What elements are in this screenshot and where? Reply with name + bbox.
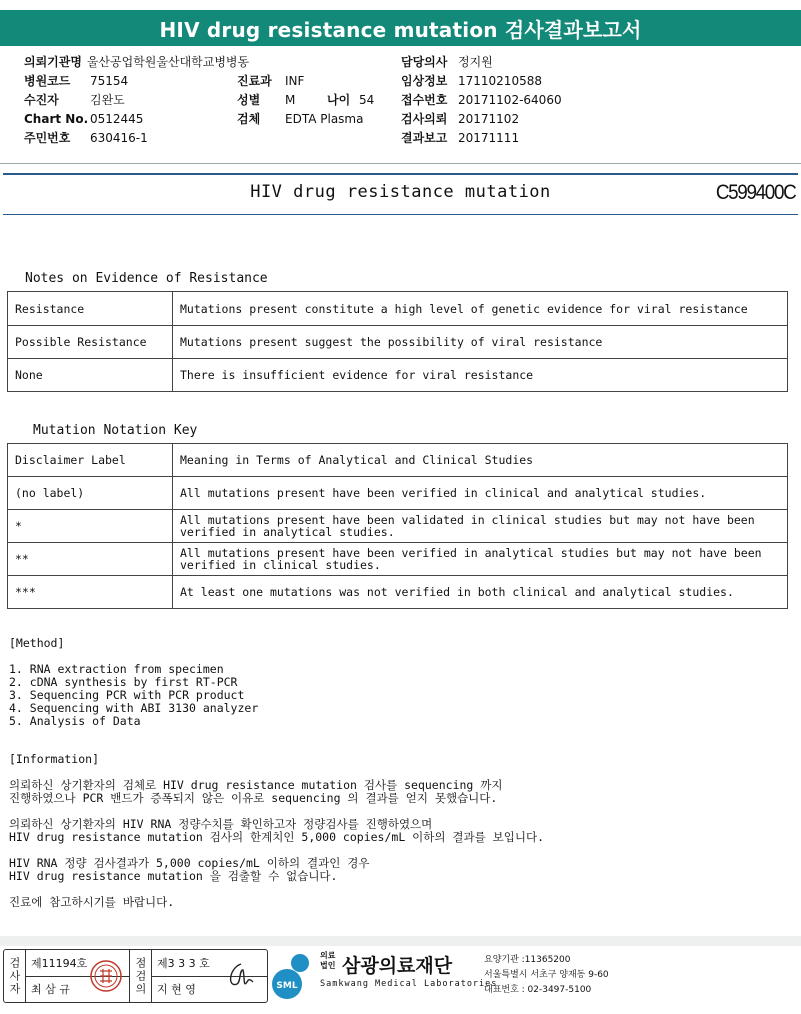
department-value: INF: [285, 74, 305, 88]
table-row: [8, 359, 788, 392]
lab-corp-label: 의료 법인: [320, 951, 336, 970]
requesting-org-value: 울산공업학원울산대학교병병동: [86, 55, 250, 69]
age-value: 54: [359, 93, 375, 107]
method-item: 1. RNA extraction from specimen: [9, 662, 224, 676]
table-row: [8, 326, 788, 359]
information-line: HIV drug resistance mutation 을 검출할 수 없습니다.: [9, 869, 338, 883]
information-title: [Information]: [9, 752, 100, 766]
information-line: 진료에 참고하시기를 바랍니다.: [9, 895, 175, 909]
reception-no-value: 20171102-64060: [458, 93, 562, 107]
examiner-label-text: 검사자: [8, 956, 21, 996]
title-rule-top: [3, 173, 798, 175]
sex-label: 성별: [237, 93, 261, 107]
patient-name-value: 김완도: [90, 93, 125, 107]
inspector-cell: [152, 950, 267, 1002]
table-row: [8, 576, 788, 609]
information-line: HIV RNA 정량 검사결과가 5,000 copies/mL 이하의 결과인 경우: [9, 856, 370, 870]
resident-no-value: 630416-1: [90, 131, 148, 145]
key-table: [7, 443, 788, 609]
inspector-name: 지 현 영: [157, 983, 196, 997]
table-row: [8, 543, 788, 576]
table-row: [8, 444, 788, 477]
lab-code: 요양기관 :11365200: [484, 955, 571, 965]
doctor-label: 담당의사: [401, 55, 448, 69]
signature-box: [3, 949, 268, 1003]
method-item: 5. Analysis of Data: [9, 714, 141, 728]
hospital-code-value: 75154: [90, 74, 129, 88]
report-date-label: 결과보고: [401, 131, 448, 145]
notes-section-title: Notes on Evidence of Resistance: [25, 271, 268, 286]
inspector-label: [130, 950, 152, 1002]
report-header-title: HIV drug resistance mutation 검사결과보고서: [159, 17, 642, 42]
table-row: [8, 292, 788, 326]
report-header-bar: [0, 10, 801, 46]
examiner-name: 최 삼 규: [31, 983, 70, 997]
clinical-info-value: 17110210588: [458, 74, 542, 88]
lab-name: 삼광의료재단: [342, 955, 453, 977]
method-item: 2. cDNA synthesis by first RT-PCR: [9, 675, 238, 689]
method-item: 4. Sequencing with ABI 3130 analyzer: [9, 701, 259, 715]
request-date-value: 20171102: [458, 112, 520, 126]
resident-no-label: 주민번호: [24, 131, 71, 145]
information-line: 진행하였으나 PCR 밴드가 증폭되지 않은 이유로 sequencing 의 결과를 얻지 못했습니다.: [9, 791, 498, 805]
key-desc-cell: All mutations present have been validated in clinical studies but may not have been verified in analytical studies.: [173, 510, 788, 543]
notes-label-cell: None: [8, 359, 173, 392]
report-title: HIV drug resistance mutation: [250, 182, 551, 202]
report-code: C599400C: [715, 181, 795, 204]
sml-logo-icon: [270, 951, 316, 1001]
doctor-value: 정지원: [458, 55, 493, 69]
table-row: [8, 510, 788, 543]
information-line: HIV drug resistance mutation 검사의 한계치인 5,000 copies/mL 이하의 결과를 보입니다.: [9, 830, 545, 844]
key-label-cell: Disclaimer Label: [8, 444, 173, 477]
method-item: 3. Sequencing PCR with PCR product: [9, 688, 245, 702]
examiner-cell: [26, 950, 130, 1002]
chart-no-value: 0512445: [90, 112, 144, 126]
department-label: 진료과: [237, 74, 272, 88]
information-line: 의뢰하신 상기환자의 검체로 HIV drug resistance mutation 검사를 sequencing 까지: [9, 778, 503, 792]
hospital-code-label: 병원코드: [24, 74, 71, 88]
notes-label-cell: Resistance: [8, 292, 173, 326]
key-desc-cell: All mutations present have been verified in clinical and analytical studies.: [173, 477, 788, 510]
key-label-cell: **: [8, 543, 173, 576]
lab-phone: 대표번호 : 02-3497-5100: [484, 985, 592, 995]
request-date-label: 검사의뢰: [401, 112, 448, 126]
title-rule-bottom: [3, 214, 798, 215]
information-line: 의뢰하신 상기환자의 HIV RNA 정량수치를 확인하고자 정량검사를 진행하였으며: [9, 817, 433, 831]
inspector-label-text: 점검의: [134, 956, 147, 996]
patient-info-middle: [237, 72, 374, 129]
requesting-org-label: 의뢰기관명: [24, 55, 82, 69]
notes-desc-cell: Mutations present suggest the possibility of viral resistance: [173, 326, 788, 359]
patient-info-right: [401, 53, 562, 148]
key-desc-cell: Meaning in Terms of Analytical and Clinical Studies: [173, 444, 788, 477]
reception-no-label: 접수번호: [401, 93, 448, 107]
sml-logo-text: SML: [276, 981, 298, 991]
report-date-value: 20171111: [458, 131, 520, 145]
notes-label-cell: Possible Resistance: [8, 326, 173, 359]
specimen-value: EDTA Plasma: [285, 112, 364, 126]
key-label-cell: (no label): [8, 477, 173, 510]
key-label-cell: *: [8, 510, 173, 543]
info-divider: [0, 163, 801, 164]
footer-band: [0, 936, 801, 946]
inspector-signature-icon: [223, 958, 259, 994]
inspector-no: 제3 3 3 호: [152, 950, 267, 977]
chart-no-label: Chart No.: [24, 112, 89, 126]
age-label: 나이: [327, 93, 351, 107]
patient-name-label: 수진자: [24, 93, 59, 107]
notes-table: [7, 291, 788, 392]
key-section-title: Mutation Notation Key: [33, 423, 198, 438]
notes-desc-cell: Mutations present constitute a high level of genetic evidence for viral resistance: [173, 292, 788, 326]
examiner-no: 제11194호: [26, 950, 129, 977]
patient-info-left: [24, 53, 249, 148]
method-title: [Method]: [9, 636, 65, 650]
examiner-seal-icon: [89, 959, 123, 993]
lab-english-name: Samkwang Medical Laboratories: [320, 979, 498, 989]
key-label-cell: ***: [8, 576, 173, 609]
key-desc-cell: At least one mutations was not verified in both clinical and analytical studies.: [173, 576, 788, 609]
table-row: [8, 477, 788, 510]
lab-contact-info: [484, 953, 609, 998]
clinical-info-label: 임상정보: [401, 74, 448, 88]
sex-value: M: [285, 93, 296, 107]
specimen-label: 검체: [237, 112, 261, 126]
lab-address: 서울특별시 서초구 양재동 9-60: [484, 970, 609, 980]
key-desc-cell: All mutations present have been verified in analytical studies but may not have been verified in clinical studies.: [173, 543, 788, 576]
notes-desc-cell: There is insufficient evidence for viral resistance: [173, 359, 788, 392]
examiner-label: [4, 950, 26, 1002]
